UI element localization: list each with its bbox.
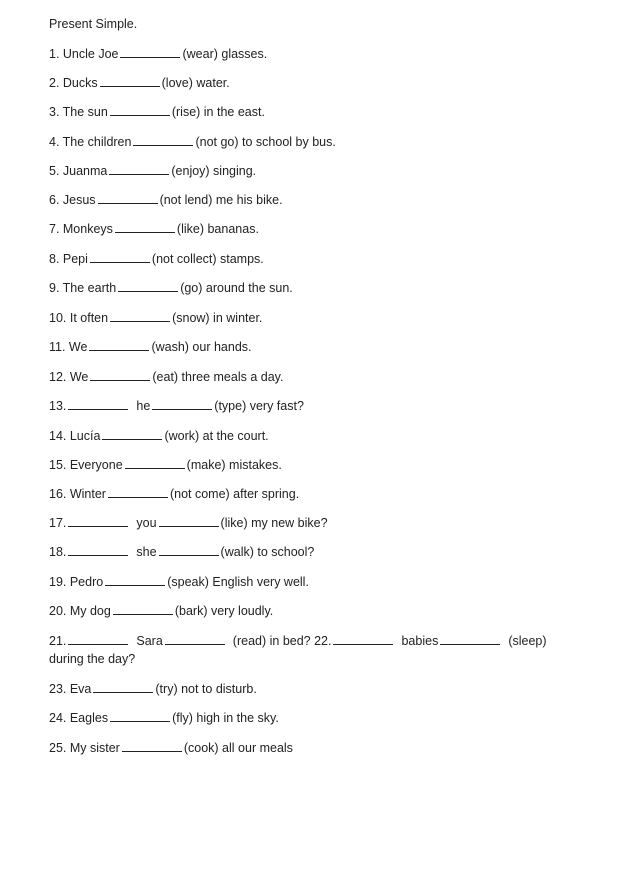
exercise-item-3: 3. The sun (rise) in the east. <box>49 105 265 119</box>
exercise-item-11: 11. We (wash) our hands. <box>49 340 252 354</box>
exercise-item-20: 20. My dog (bark) very loudly. <box>49 604 274 618</box>
answer-blank[interactable] <box>108 486 168 498</box>
answer-blank[interactable] <box>120 46 180 58</box>
exercise-item-6: 6. Jesus (not lend) me his bike. <box>49 193 283 207</box>
answer-blank[interactable] <box>159 544 219 556</box>
exercise-item-5: 5. Juanma (enjoy) singing. <box>49 164 257 178</box>
exercise-item-24: 24. Eagles (fly) high in the sky. <box>49 711 279 725</box>
answer-blank[interactable] <box>110 710 170 722</box>
answer-blank[interactable] <box>90 251 150 263</box>
exercise-item-13: 13. he (type) very fast? <box>49 399 304 413</box>
answer-blank[interactable] <box>89 339 149 351</box>
answer-blank[interactable] <box>68 398 128 410</box>
answer-blank[interactable] <box>125 457 185 469</box>
exercise-item-23: 23. Eva (try) not to disturb. <box>49 682 257 696</box>
answer-blank[interactable] <box>165 633 225 645</box>
answer-blank[interactable] <box>110 104 170 116</box>
answer-blank[interactable] <box>159 515 219 527</box>
exercise-item-2: 2. Ducks (love) water. <box>49 76 230 90</box>
exercise-item-12: 12. We (eat) three meals a day. <box>49 370 284 384</box>
answer-blank[interactable] <box>93 681 153 693</box>
exercise-item-7: 7. Monkeys (like) bananas. <box>49 222 259 236</box>
answer-blank[interactable] <box>118 280 178 292</box>
answer-blank[interactable] <box>113 603 173 615</box>
answer-blank[interactable] <box>98 192 158 204</box>
answer-blank[interactable] <box>102 428 162 440</box>
answer-blank[interactable] <box>68 515 128 527</box>
answer-blank[interactable] <box>100 75 160 87</box>
exercise-item-9: 9. The earth (go) around the sun. <box>49 281 293 295</box>
exercise-item-4: 4. The children (not go) to school by bus. <box>49 135 336 149</box>
answer-blank[interactable] <box>122 740 182 752</box>
answer-blank[interactable] <box>440 633 500 645</box>
exercise-item-22-continuation: during the day? <box>49 652 136 666</box>
answer-blank[interactable] <box>105 574 165 586</box>
worksheet-title: Present Simple. <box>49 17 138 31</box>
exercise-item-10: 10. It often (snow) in winter. <box>49 311 263 325</box>
exercise-item-14: 14. Lucía (work) at the court. <box>49 429 269 443</box>
answer-blank[interactable] <box>109 163 169 175</box>
answer-blank[interactable] <box>133 134 193 146</box>
answer-blank[interactable] <box>152 398 212 410</box>
exercise-item-19: 19. Pedro (speak) English very well. <box>49 575 309 589</box>
exercise-item-25: 25. My sister (cook) all our meals <box>49 741 293 755</box>
answer-blank[interactable] <box>115 221 175 233</box>
answer-blank[interactable] <box>68 633 128 645</box>
exercise-item-15: 15. Everyone (make) mistakes. <box>49 458 282 472</box>
exercise-item-1: 1. Uncle Joe (wear) glasses. <box>49 47 268 61</box>
exercise-item-18: 18. she (walk) to school? <box>49 545 315 559</box>
exercise-item-21-22: 21. Sara (read) in bed? 22. babies (sleep) <box>49 634 547 648</box>
exercise-item-17: 17. you (like) my new bike? <box>49 516 328 530</box>
answer-blank[interactable] <box>90 369 150 381</box>
answer-blank[interactable] <box>110 310 170 322</box>
exercise-item-16: 16. Winter (not come) after spring. <box>49 487 300 501</box>
answer-blank[interactable] <box>333 633 393 645</box>
exercise-item-8: 8. Pepi (not collect) stamps. <box>49 252 264 266</box>
answer-blank[interactable] <box>68 544 128 556</box>
